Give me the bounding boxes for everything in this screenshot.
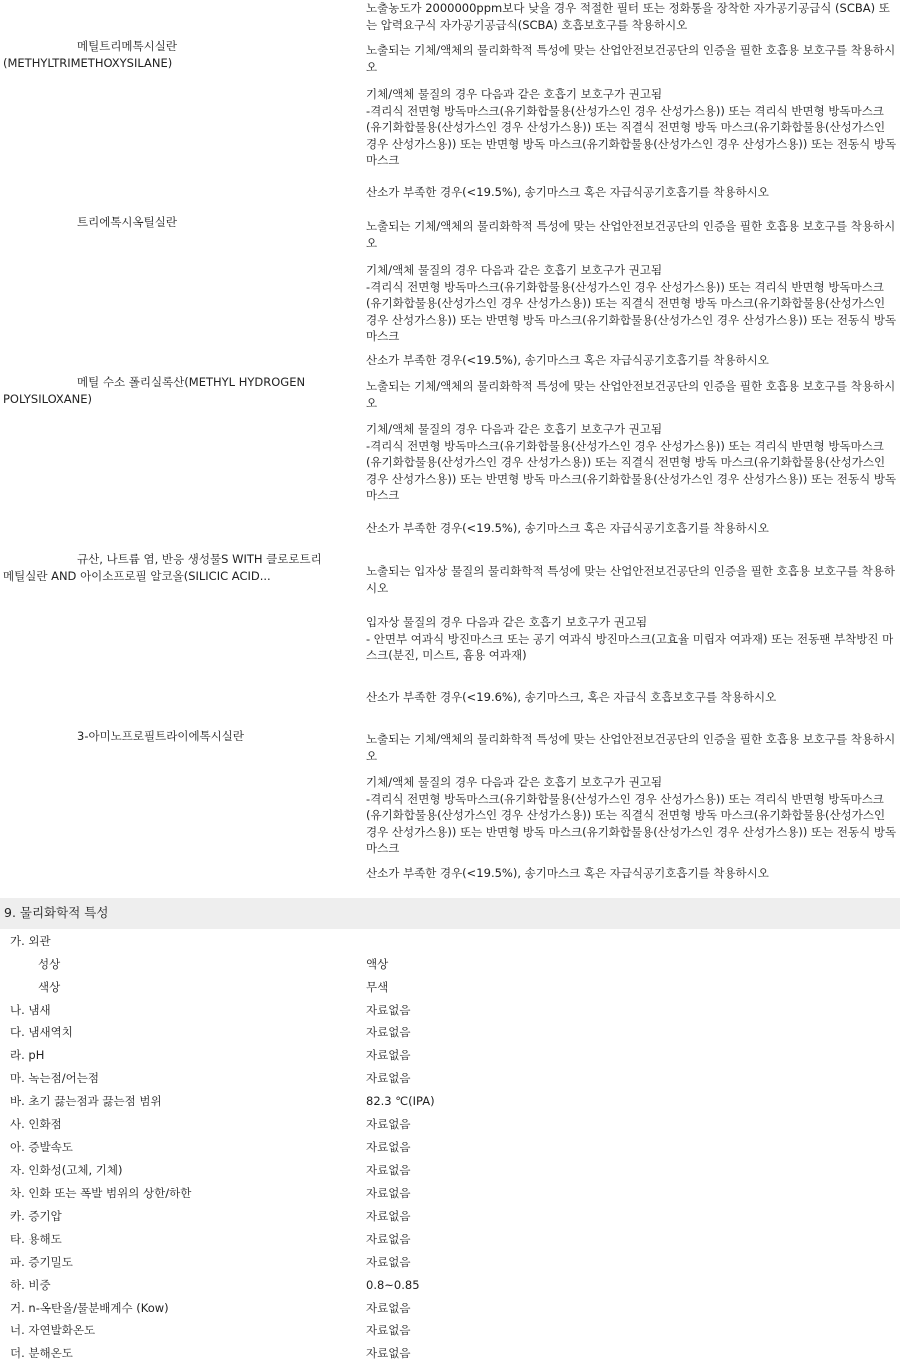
property-value: 무색 — [366, 980, 389, 994]
substance-name — [3, 551, 358, 584]
property-value: 자료없음 — [366, 1048, 411, 1062]
substance-name — [3, 38, 358, 71]
substance-name — [3, 374, 358, 407]
property-value: 액상 — [366, 957, 389, 971]
property-value: 82.3 ℃(IPA) — [366, 1094, 435, 1108]
property-value: 자료없음 — [366, 1186, 411, 1200]
substance-name-line1: 메틸 수소 폴리실록산(METHYL HYDROGEN — [77, 375, 306, 389]
property-value: 0.8~0.85 — [366, 1278, 420, 1292]
substance-name-ko: 3-아미노프로필트라이에톡시실란 — [77, 729, 244, 743]
gas-cert-paragraph: 노출되는 기체/액체의 물리화학적 특성에 맞는 산업안전보건공단의 인증을 필한 호흡용 보호구를 착용하시오 — [366, 732, 896, 763]
gas-recommend-paragraph: 기체/액체 물질의 경우 다음과 같은 호흡기 보호구가 권고됨 -격리식 전면형 방독마스크(유기화합물용(산성가스인 경우 산성가스용)) 또는 격리식 반면형 방독마스크(유기화합물용(산성가스인 경우 산성가스용)) 또는 직결식 전면형 방독 마스크(유기화합물용(산성가스인 경우 산성가스용)) 또는 반면형 방독 마스크(유기화합물용(산성가스인 경우 산성가스용)) 또는 전동식 방독마스크 — [366, 422, 897, 502]
property-value: 자료없음 — [366, 1140, 411, 1154]
oxygen-paragraph: 산소가 부족한 경우(<19.5%), 송기마스크 혹은 자급식공기호흡기를 착용하시오 — [366, 185, 769, 199]
gas-cert-paragraph: 노출되는 기체/액체의 물리화학적 특성에 맞는 산업안전보건공단의 인증을 필한 호흡용 보호구를 착용하시오 — [366, 219, 896, 250]
property-value: 자료없음 — [366, 1163, 411, 1177]
oxygen-paragraph: 산소가 부족한 경우(<19.5%), 송기마스크 혹은 자급식공기호흡기를 착용하시오 — [366, 521, 769, 535]
property-value: 자료없음 — [366, 1301, 411, 1315]
gas-cert-paragraph: 노출되는 기체/액체의 물리화학적 특성에 맞는 산업안전보건공단의 인증을 필한 호흡용 보호구를 착용하시오 — [366, 43, 896, 74]
property-label: 사. 인화점 — [10, 1117, 62, 1131]
property-label: 차. 인화 또는 폭발 범위의 상한/하한 — [10, 1186, 192, 1200]
property-label: 카. 증기압 — [10, 1209, 62, 1223]
oxygen-paragraph: 산소가 부족한 경우(<19.5%), 송기마스크 혹은 자급식공기호흡기를 착용하시오 — [366, 866, 769, 880]
property-value: 자료없음 — [366, 1232, 411, 1246]
gas-recommend-paragraph: 기체/액체 물질의 경우 다음과 같은 호흡기 보호구가 권고됨 -격리식 전면형 방독마스크(유기화합물용(산성가스인 경우 산성가스용)) 또는 격리식 반면형 방독마스크(유기화합물용(산성가스인 경우 산성가스용)) 또는 직결식 전면형 방독 마스크(유기화합물용(산성가스인 경우 산성가스용)) 또는 반면형 방독 마스크(유기화합물용(산성가스인 경우 산성가스용)) 또는 전동식 방독마스크 — [366, 775, 897, 855]
oxygen-paragraph: 산소가 부족한 경우(<19.6%), 송기마스크, 혹은 자급식 호흡보호구를 착용하시오 — [366, 690, 777, 704]
property-value: 자료없음 — [366, 1071, 411, 1085]
property-label: 하. 비중 — [10, 1278, 51, 1292]
property-label: 다. 냄새역치 — [10, 1025, 73, 1039]
property-label: 더. 분해온도 — [10, 1346, 73, 1360]
gas-recommend-paragraph: 기체/액체 물질의 경우 다음과 같은 호흡기 보호구가 권고됨 -격리식 전면형 방독마스크(유기화합물용(산성가스인 경우 산성가스용)) 또는 격리식 반면형 방독마스크(유기화합물용(산성가스인 경우 산성가스용)) 또는 직결식 전면형 방독 마스크(유기화합물용(산성가스인 경우 산성가스용)) 또는 반면형 방독 마스크(유기화합물용(산성가스인 경우 산성가스용)) 또는 전동식 방독마스크 — [366, 263, 897, 343]
oxygen-paragraph: 산소가 부족한 경우(<19.5%), 송기마스크 혹은 자급식공기호흡기를 착용하시오 — [366, 353, 769, 367]
property-label: 너. 자연발화온도 — [10, 1323, 96, 1337]
property-label: 자. 인화성(고체, 기체) — [10, 1163, 123, 1177]
property-value: 자료없음 — [366, 1117, 411, 1131]
property-label: 거. n-옥탄올/물분배계수 (Kow) — [10, 1301, 169, 1315]
property-value: 자료없음 — [366, 1346, 411, 1360]
appearance-label: 가. 외관 — [10, 934, 51, 948]
scba-paragraph: 노출농도가 2000000ppm보다 낮을 경우 적절한 필터 또는 정화통을 장착한 자가공기공급식 (SCBA) 또는 압력요구식 자가공기공급식(SCBA) 호흡보호구를 착용하시오 — [366, 1, 890, 32]
property-label: 마. 녹는점/어는점 — [10, 1071, 99, 1085]
property-value: 자료없음 — [366, 1025, 411, 1039]
property-label: 성상 — [38, 957, 61, 971]
gas-cert-paragraph: 노출되는 기체/액체의 물리화학적 특성에 맞는 산업안전보건공단의 인증을 필한 호흡용 보호구를 착용하시오 — [366, 379, 896, 410]
section-heading: 9. 물리화학적 특성 — [0, 898, 900, 929]
property-value: 자료없음 — [366, 1323, 411, 1337]
substance-name-line2: 메틸실란 AND 아이소프로필 알코올(SILICIC ACID... — [3, 568, 271, 583]
property-label: 타. 용해도 — [10, 1232, 62, 1246]
property-label: 라. pH — [10, 1048, 45, 1062]
gas-recommend-paragraph: 기체/액체 물질의 경우 다음과 같은 호흡기 보호구가 권고됨 -격리식 전면형 방독마스크(유기화합물용(산성가스인 경우 산성가스용)) 또는 격리식 반면형 방독마스크(유기화합물용(산성가스인 경우 산성가스용)) 또는 직결식 전면형 방독 마스크(유기화합물용(산성가스인 경우 산성가스용)) 또는 반면형 방독 마스크(유기화합물용(산성가스인 경우 산성가스용)) 또는 전동식 방독마스크 — [366, 87, 897, 167]
property-value: 자료없음 — [366, 1003, 411, 1017]
particle-recommend-paragraph: 입자상 물질의 경우 다음과 같은 호흡기 보호구가 권고됨 - 안면부 여과식 방진마스크 또는 공기 여과식 방진마스크(고효율 미립자 여과재) 또는 전동팬 부착방진 마스크(분진, 미스트, 흄용 여과재) — [366, 615, 894, 662]
property-value: 자료없음 — [366, 1209, 411, 1223]
substance-name-en: (METHYLTRIMETHOXYSILANE) — [3, 55, 173, 70]
substance-name-ko: 트리에톡시옥틸실란 — [77, 215, 177, 229]
substance-name — [3, 214, 358, 231]
property-value: 자료없음 — [366, 1255, 411, 1269]
substance-name-line1: 규산, 나트륨 염, 반응 생성물S WITH 클로로트리 — [77, 552, 322, 566]
substance-name — [3, 728, 358, 745]
substance-name-line2: POLYSILOXANE) — [3, 391, 92, 406]
property-label: 파. 증기밀도 — [10, 1255, 73, 1269]
property-label: 바. 초기 끓는점과 끓는점 범위 — [10, 1094, 162, 1108]
particle-cert-paragraph: 노출되는 입자상 물질의 물리화학적 특성에 맞는 산업안전보건공단의 인증을 필한 호흡용 보호구를 착용하시오 — [366, 564, 896, 595]
property-label: 색상 — [38, 980, 61, 994]
property-label: 나. 냄새 — [10, 1003, 51, 1017]
property-label: 아. 증발속도 — [10, 1140, 73, 1154]
substance-name-ko: 메틸트리메톡시실란 — [77, 39, 177, 53]
